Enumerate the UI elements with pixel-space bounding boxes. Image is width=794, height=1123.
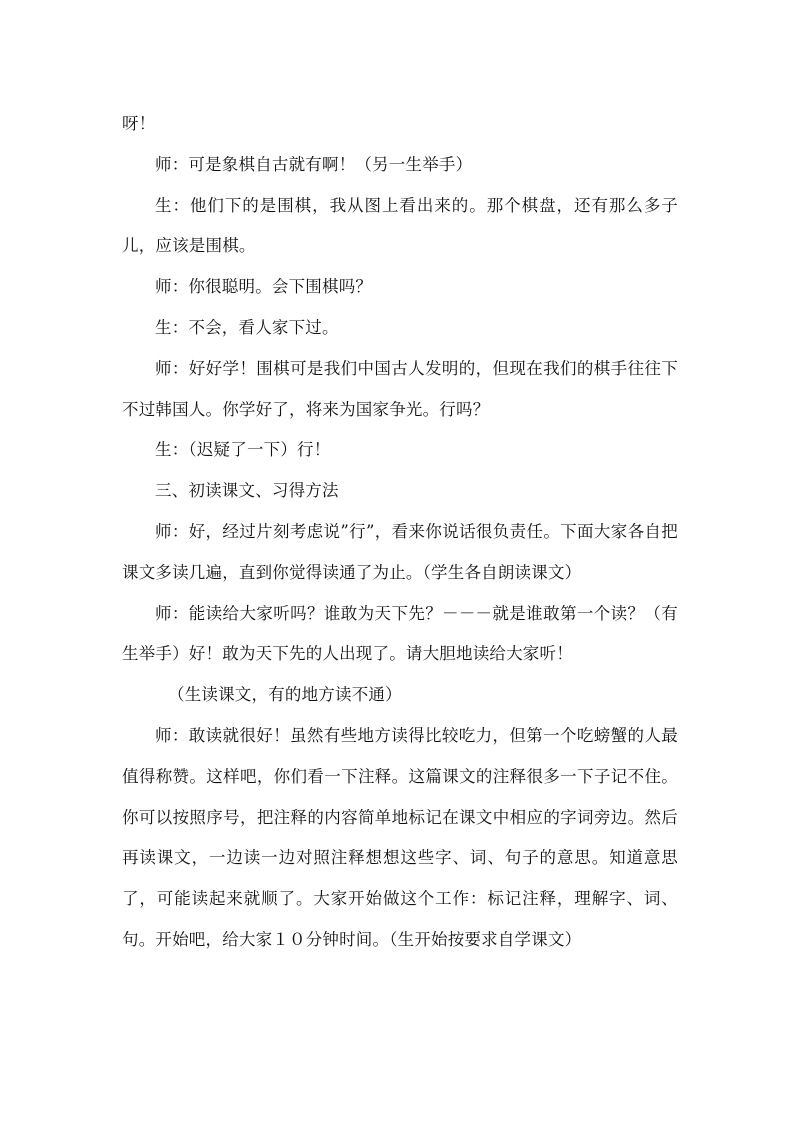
- paragraph-5: 生：不会，看人家下过。: [155, 317, 339, 337]
- paragraph-1: 呀！: [122, 114, 156, 133]
- paragraph-9: 师：好，经过片刻考虑说”行”，看来你说话很负责任。下面大家各自把课文多读几遍，直到你觉得读通了为止。（学生各自朗读课文）: [122, 521, 678, 582]
- paragraph-6: 师：好好学！围棋可是我们中国古人发明的，但现在我们的棋手往往下不过韩国人。你学好了，将来为国家争光。行吗？: [122, 358, 678, 419]
- paragraph-4: 师：你很聪明。会下围棋吗？: [155, 277, 373, 297]
- paragraph-12: 师：敢读就很好！虽然有些地方读得比较吃力，但第一个吃螃蟹的人最值得称赞。这样吧，你们看一下注释。这篇课文的注释很多一下子记不住。你可以按照序号，把注释的内容简单地标记在课文中相应的字词旁边。然后再读课文，一边读一边对照注释想想这些字、词、句子的意思。知道意思了，可能读起来就顺了。大家开始做这个工作：标记注释，理解字、词、句。开始吧，给大家１０分钟时间。（生开始按要求自学课文）: [122, 725, 678, 949]
- stage-direction: （生读课文，有的地方读不通）: [168, 685, 402, 705]
- document-body: [122, 104, 678, 961]
- paragraph-10: 师：能读给大家听吗？谁敢为天下先？－－－就是谁敢第一个读？（有生举手）好！敢为天下先的人出现了。请大胆地读给大家听！: [122, 603, 678, 664]
- section-heading: 三、初读课文、习得方法: [155, 481, 339, 501]
- paragraph-2: 师：可是象棋自古就有啊！（另一生举手）: [155, 154, 473, 174]
- paragraph-3: 生：他们下的是围棋，我从图上看出来的。那个棋盘，还有那么多子儿，应该是围棋。: [122, 195, 678, 256]
- paragraph-7: 生：（迟疑了一下）行！: [155, 440, 331, 460]
